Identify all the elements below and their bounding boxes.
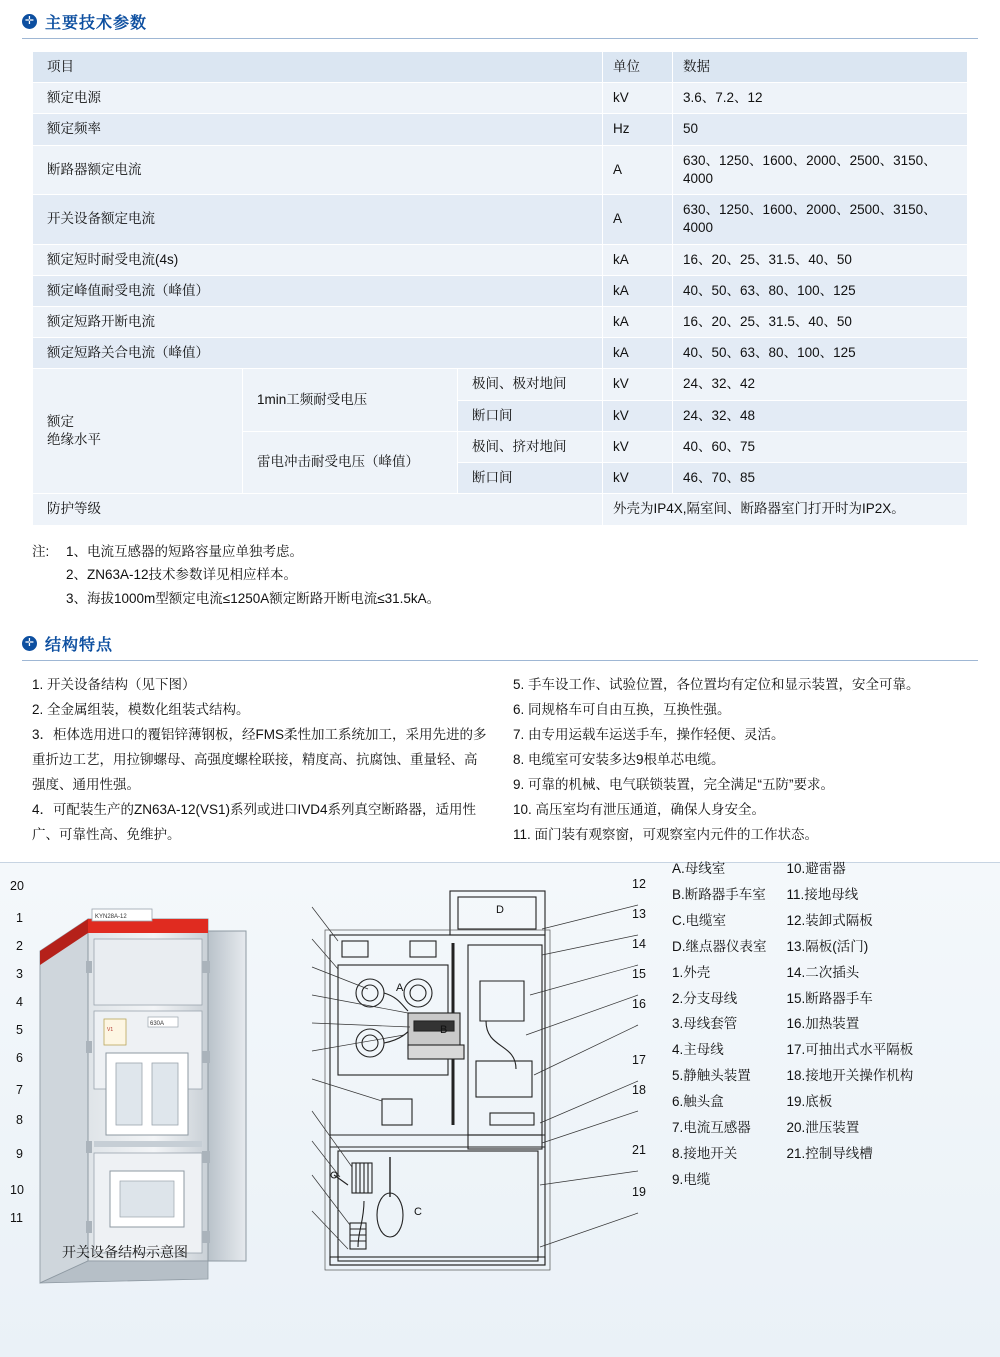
feature-item: 4．可配装生产的ZN63A-12(VS1)系列或进口IVD4系列真空断路器，适用性广、可靠性高、免维护。 — [32, 802, 477, 843]
cell-unit: kA — [603, 244, 673, 275]
svg-text:KYN28A-12: KYN28A-12 — [95, 914, 127, 921]
legend-item: A.母线室 — [672, 861, 726, 876]
section-title-structure: 结构特点 — [45, 637, 114, 655]
callout-number: 2 — [16, 939, 23, 954]
feature-item: 9. 可靠的机械、电气联锁装置，完全满足“五防”要求。 — [513, 777, 835, 793]
cell-group-name: 雷电冲击耐受电压（峰值） — [243, 431, 458, 493]
legend-item: D.继点器仪表室 — [672, 938, 767, 954]
callout-number: 11 — [10, 1211, 23, 1226]
cell-unit: A — [603, 195, 673, 244]
cell-unit: kA — [603, 306, 673, 337]
features-right-column — [513, 673, 968, 848]
divider — [22, 660, 978, 661]
note-item: 3、海拔1000m型额定电流≤1250A额定断路开断电流≤31.5kA。 — [66, 590, 441, 606]
divider — [22, 38, 978, 39]
legend-item: 4.主母线 — [672, 1042, 724, 1058]
cell-item: 断路器额定电流 — [33, 145, 603, 194]
section-header-params — [0, 10, 1000, 33]
table-row — [33, 114, 968, 145]
table-row — [33, 145, 968, 194]
cell-unit: Hz — [603, 114, 673, 145]
feature-item: 8. 电缆室可安装多达9根单芯电缆。 — [513, 752, 725, 768]
legend-item: 5.静触头装置 — [672, 1068, 751, 1084]
cell-item: 额定短路开断电流 — [33, 306, 603, 337]
legend-item: 20.泄压装置 — [786, 1120, 860, 1136]
feature-item: 2. 全金属组装，模数化组装式结构。 — [32, 702, 250, 718]
insulation-label-line1: 额定 — [47, 414, 74, 430]
table-row — [33, 369, 968, 400]
cell-sub: 极间、极对地间 — [458, 369, 603, 400]
cell-unit: kV — [603, 431, 673, 462]
diagram-label-B: B — [440, 1024, 448, 1037]
callout-number: 6 — [16, 1051, 23, 1066]
cell-item: 额定峰值耐受电流（峰值） — [33, 275, 603, 306]
legend-item: 2.分支母线 — [672, 990, 738, 1006]
cell-item: 额定频率 — [33, 114, 603, 145]
callout-number: 4 — [16, 995, 23, 1010]
callout-number: 14 — [632, 937, 646, 952]
feature-item: 5. 手车设工作、试验位置，各位置均有定位和显示装置，安全可靠。 — [513, 677, 920, 693]
cell-item: 防护等级 — [33, 494, 603, 525]
legend-item: 12.装卸式隔板 — [786, 912, 873, 928]
legend-column-1 — [672, 856, 767, 1193]
table-row — [33, 275, 968, 306]
section-header-structure — [0, 632, 1000, 655]
cell-data: 40、60、75 — [673, 431, 968, 462]
product-photo-svg — [30, 891, 260, 1291]
svg-text:V1: V1 — [107, 1027, 114, 1034]
callout-number: 15 — [632, 967, 646, 982]
callout-number: 21 — [632, 1143, 646, 1158]
legend-item: 21.控制导线槽 — [786, 1145, 873, 1161]
callout-number: 17 — [632, 1053, 646, 1068]
legend-item: 10.避雷器 — [786, 861, 846, 876]
legend-item: 7.电流互感器 — [672, 1120, 751, 1136]
cell-data: 40、50、63、80、100、125 — [673, 275, 968, 306]
legend-item: B.断路器手车室 — [672, 886, 766, 902]
table-row — [33, 195, 968, 244]
cell-unit: kV — [603, 369, 673, 400]
star-icon: ✛ — [22, 636, 37, 651]
table-row — [33, 83, 968, 114]
callout-number: 5 — [16, 1023, 23, 1038]
cell-group-name: 1min工频耐受电压 — [243, 369, 458, 431]
table-row — [33, 494, 968, 525]
legend-item: C.电缆室 — [672, 912, 726, 928]
callout-number: 16 — [632, 997, 646, 1012]
header-item: 项目 — [33, 52, 603, 83]
parameters-table — [32, 51, 968, 526]
callout-number: 1 — [16, 911, 23, 926]
notes-body — [66, 540, 1000, 611]
legend — [672, 856, 913, 1193]
legend-item: 16.加热装置 — [786, 1016, 860, 1032]
legend-item: 6.触头盒 — [672, 1094, 724, 1110]
legend-item: 11.接地母线 — [786, 886, 859, 902]
legend-item: 3.母线套管 — [672, 1016, 738, 1032]
legend-item: 19.底板 — [786, 1094, 833, 1110]
table-header-row — [33, 52, 968, 83]
cell-data: 外壳为IP4X,隔室间、断路器室门打开时为IP2X。 — [603, 494, 968, 525]
diagram-label-A: A — [396, 982, 404, 995]
cell-unit: kA — [603, 275, 673, 306]
cell-item: 额定电源 — [33, 83, 603, 114]
legend-item: 13.隔板(活门) — [786, 938, 869, 954]
structure-diagram-svg — [290, 885, 660, 1305]
page — [0, 10, 1000, 1287]
cell-data: 3.6、7.2、12 — [673, 83, 968, 114]
cell-sub: 极间、挤对地间 — [458, 431, 603, 462]
feature-item: 1. 开关设备结构（见下图） — [32, 677, 196, 693]
feature-item: 3．柜体选用进口的覆铝锌薄钢板，经FMS柔性加工系统加工，采用先进的多重折边工艺，用拉铆螺母、高强度螺栓联接，精度高、抗腐蚀、重量轻、高强度、通用性强。 — [32, 727, 487, 793]
feature-item: 7. 由专用运载车运送手车，操作轻便、灵活。 — [513, 727, 785, 743]
cell-unit: kV — [603, 463, 673, 494]
legend-column-2 — [787, 856, 914, 1193]
features-left-column — [32, 673, 487, 848]
cell-unit: kV — [603, 400, 673, 431]
cell-item: 额定短路关合电流（峰值） — [33, 338, 603, 369]
feature-item: 10. 高压室均有泄压通道，确保人身安全。 — [513, 802, 766, 818]
cell-sub: 断口间 — [458, 400, 603, 431]
callout-number: 19 — [632, 1185, 646, 1200]
cell-data: 46、70、85 — [673, 463, 968, 494]
features-wrapper — [32, 673, 968, 848]
diagram-label-C: C — [414, 1206, 422, 1219]
callout-number: 13 — [632, 907, 646, 922]
table-row — [33, 244, 968, 275]
cell-item: 额定短时耐受电流(4s) — [33, 244, 603, 275]
cell-data: 50 — [673, 114, 968, 145]
table-row — [33, 306, 968, 337]
cell-unit: kV — [603, 83, 673, 114]
cell-insulation-label — [33, 369, 243, 494]
callout-number: 20 — [10, 879, 24, 894]
callout-number: 8 — [16, 1113, 23, 1128]
table-row — [33, 338, 968, 369]
callout-number: 3 — [16, 967, 23, 982]
notes-block — [32, 540, 1000, 611]
legend-item: 8.接地开关 — [672, 1145, 738, 1161]
cell-item: 开关设备额定电流 — [33, 195, 603, 244]
legend-item: 15.断路器手车 — [786, 990, 873, 1006]
diagram-label-D: D — [496, 904, 504, 917]
structure-diagram — [290, 885, 660, 1310]
callout-number: 9 — [16, 1147, 23, 1162]
callout-number: 7 — [16, 1083, 23, 1098]
cell-unit: kA — [603, 338, 673, 369]
legend-item: 1.外壳 — [672, 964, 711, 980]
callout-number: 12 — [632, 877, 646, 892]
legend-item: 17.可抽出式水平隔板 — [786, 1042, 914, 1058]
header-unit: 单位 — [603, 52, 673, 83]
callout-number: 18 — [632, 1083, 646, 1098]
product-photo — [30, 891, 260, 1291]
section-title-params: 主要技术参数 — [45, 15, 148, 32]
notes-label: 注: — [32, 543, 50, 559]
cell-sub: 断口间 — [458, 463, 603, 494]
legend-item: 14.二次插头 — [786, 964, 860, 980]
cell-data: 24、32、48 — [673, 400, 968, 431]
legend-item: 9.电缆 — [672, 1171, 711, 1187]
cell-data: 16、20、25、31.5、40、50 — [673, 244, 968, 275]
insulation-label-line2: 绝缘水平 — [47, 432, 101, 448]
note-item: 2、ZN63A-12技术参数详见相应样本。 — [66, 567, 298, 583]
cell-unit: A — [603, 145, 673, 194]
note-item: 1、电流互感器的短路容量应单独考虑。 — [66, 543, 304, 559]
legend-item: 18.接地开关操作机构 — [786, 1068, 914, 1084]
feature-item: 11. 面门装有观察窗，可观察室内元件的工作状态。 — [513, 827, 819, 843]
header-data: 数据 — [673, 52, 968, 83]
svg-text:630A: 630A — [150, 1021, 165, 1028]
star-icon: ✛ — [22, 14, 37, 29]
callout-number: 10 — [10, 1183, 24, 1198]
cell-data: 16、20、25、31.5、40、50 — [673, 306, 968, 337]
cell-data: 40、50、63、80、100、125 — [673, 338, 968, 369]
cell-data: 24、32、42 — [673, 369, 968, 400]
cell-data: 630、1250、1600、2000、2500、3150、4000 — [673, 145, 968, 194]
figure-caption: 开关设备结构示意图 — [62, 1244, 188, 1260]
feature-item: 6. 同规格车可自由互换，互换性强。 — [513, 702, 731, 718]
cell-data: 630、1250、1600、2000、2500、3150、4000 — [673, 195, 968, 244]
